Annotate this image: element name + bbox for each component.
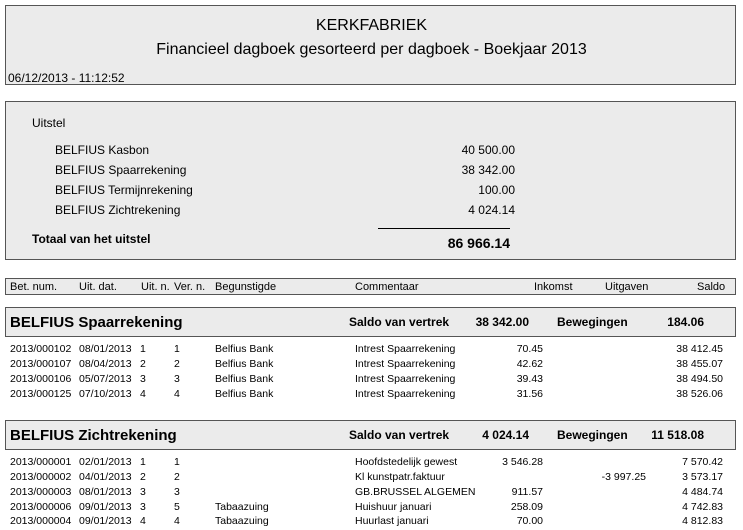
- cell-bet-num: 2013/000003: [10, 486, 72, 498]
- saldo-vertrek-label: Saldo van vertrek: [349, 428, 450, 442]
- report-title: KERKFABRIEK: [315, 17, 428, 34]
- group-header: [5, 420, 736, 450]
- cell-commentaar: GB.BRUSSEL ALGEMEN: [355, 486, 476, 498]
- cell-saldo: 4 484.74: [682, 486, 723, 498]
- uitstel-row: [55, 143, 515, 161]
- cell-begunstigde: Belfius Bank: [215, 358, 274, 370]
- uitstel-panel: [5, 101, 736, 260]
- cell-uit-n: 2: [140, 471, 146, 483]
- cell-saldo: 4 742.83: [682, 501, 723, 513]
- cell-uit-dat: 08/01/2013: [79, 343, 132, 355]
- table-row: [0, 373, 743, 388]
- group-name: BELFIUS Zichtrekening: [10, 427, 177, 444]
- cell-commentaar: Intrest Spaarrekening: [355, 373, 456, 385]
- total-divider: [378, 228, 510, 229]
- col-begunstigde: Begunstigde: [215, 281, 277, 293]
- cell-begunstigde: Tabaazuing: [215, 501, 269, 513]
- cell-uit-dat: 02/01/2013: [79, 456, 132, 468]
- col-saldo: Saldo: [697, 281, 726, 293]
- cell-inkomst: 39.43: [516, 373, 543, 385]
- cell-saldo: 38 412.45: [676, 343, 723, 355]
- uitstel-label: BELFIUS Spaarrekening: [55, 163, 187, 177]
- cell-inkomst: 70.45: [516, 343, 543, 355]
- cell-commentaar: Kl kunstpatr.faktuur: [355, 471, 445, 483]
- cell-uit-dat: 09/01/2013: [79, 515, 132, 527]
- cell-inkomst: 42.62: [516, 358, 543, 370]
- cell-inkomst: 258.09: [510, 501, 543, 513]
- cell-saldo: 7 570.42: [682, 456, 723, 468]
- col-commentaar: Commentaar: [355, 281, 419, 293]
- report-header: [5, 5, 736, 85]
- cell-bet-num: 2013/000107: [10, 358, 72, 370]
- cell-uit-dat: 08/04/2013: [79, 358, 132, 370]
- cell-ver-n: 2: [174, 358, 180, 370]
- cell-inkomst: 3 546.28: [502, 456, 543, 468]
- report-datetime: 06/12/2013 - 11:12:52: [8, 71, 125, 85]
- cell-saldo: 38 526.06: [676, 388, 723, 400]
- cell-bet-num: 2013/000106: [10, 373, 72, 385]
- col-ver-n: Ver. n.: [174, 281, 206, 293]
- cell-begunstigde: Tabaazuing: [215, 515, 269, 527]
- bewegingen-label: Bewegingen: [557, 315, 628, 329]
- uitstel-value: 4 024.14: [468, 203, 515, 217]
- uitstel-title: Uitstel: [32, 116, 66, 130]
- cell-begunstigde: Belfius Bank: [215, 388, 274, 400]
- cell-commentaar: Intrest Spaarrekening: [355, 343, 456, 355]
- table-row: [0, 515, 743, 530]
- group-name: BELFIUS Spaarrekening: [10, 314, 183, 331]
- cell-uit-n: 4: [140, 515, 146, 527]
- cell-ver-n: 4: [174, 388, 180, 400]
- cell-uitgaven: -3 997.25: [601, 471, 646, 483]
- cell-bet-num: 2013/000004: [10, 515, 72, 527]
- cell-ver-n: 5: [174, 501, 180, 513]
- cell-uit-n: 4: [140, 388, 146, 400]
- uitstel-value: 100.00: [478, 183, 515, 197]
- table-row: [0, 343, 743, 358]
- table-row: [0, 358, 743, 373]
- cell-inkomst: 70.00: [516, 515, 543, 527]
- bewegingen-value: 11 518.08: [651, 428, 704, 442]
- cell-saldo: 38 455.07: [676, 358, 723, 370]
- cell-ver-n: 3: [174, 373, 180, 385]
- col-inkomst: Inkomst: [534, 281, 573, 293]
- bewegingen-value: 184.06: [667, 315, 704, 329]
- cell-bet-num: 2013/000006: [10, 501, 72, 513]
- cell-commentaar: Huurlast januari: [355, 515, 429, 527]
- cell-begunstigde: Belfius Bank: [215, 343, 274, 355]
- cell-ver-n: 1: [174, 343, 180, 355]
- cell-uit-dat: 05/07/2013: [79, 373, 132, 385]
- saldo-vertrek-value: 38 342.00: [475, 315, 529, 329]
- cell-ver-n: 2: [174, 471, 180, 483]
- cell-ver-n: 1: [174, 456, 180, 468]
- uitstel-value: 38 342.00: [461, 163, 515, 177]
- cell-uit-dat: 07/10/2013: [79, 388, 132, 400]
- cell-uit-n: 3: [140, 501, 146, 513]
- col-uit-n: Uit. n.: [141, 281, 170, 293]
- bewegingen-label: Bewegingen: [557, 428, 628, 442]
- cell-begunstigde: Belfius Bank: [215, 373, 274, 385]
- uitstel-total-label: Totaal van het uitstel: [32, 232, 151, 246]
- cell-commentaar: Huishuur januari: [355, 501, 432, 513]
- cell-uit-n: 3: [140, 486, 146, 498]
- table-row: [0, 456, 743, 471]
- cell-uit-n: 2: [140, 358, 146, 370]
- cell-uit-n: 1: [140, 456, 146, 468]
- col-bet-num: Bet. num.: [10, 281, 58, 293]
- cell-commentaar: Intrest Spaarrekening: [355, 388, 456, 400]
- cell-ver-n: 4: [174, 515, 180, 527]
- cell-commentaar: Hoofdstedelijk gewest: [355, 456, 458, 468]
- cell-inkomst: 31.56: [516, 388, 543, 400]
- table-row: [0, 486, 743, 501]
- saldo-vertrek-value: 4 024.14: [482, 428, 529, 442]
- uitstel-value: 40 500.00: [461, 143, 515, 157]
- report-subtitle: Financieel dagboek gesorteerd per dagboek - Boekjaar 2013: [156, 41, 587, 58]
- cell-uit-dat: 09/01/2013: [79, 501, 132, 513]
- table-row: [0, 471, 743, 486]
- cell-uit-dat: 04/01/2013: [79, 471, 132, 483]
- cell-ver-n: 3: [174, 486, 180, 498]
- uitstel-row: [55, 183, 515, 201]
- cell-bet-num: 2013/000001: [10, 456, 72, 468]
- cell-bet-num: 2013/000125: [10, 388, 72, 400]
- uitstel-row: [55, 203, 515, 221]
- col-uitgaven: Uitgaven: [605, 281, 649, 293]
- cell-bet-num: 2013/000102: [10, 343, 72, 355]
- cell-commentaar: Intrest Spaarrekening: [355, 358, 456, 370]
- table-row: [0, 388, 743, 403]
- cell-saldo: 4 812.83: [682, 515, 723, 527]
- cell-saldo: 3 573.17: [682, 471, 723, 483]
- uitstel-label: BELFIUS Kasbon: [55, 143, 150, 157]
- group-header: [5, 307, 736, 337]
- table-row: [0, 501, 743, 516]
- cell-uit-n: 3: [140, 373, 146, 385]
- uitstel-total-value: 86 966.14: [447, 235, 510, 251]
- column-header-row: [5, 278, 736, 295]
- cell-uit-n: 1: [140, 343, 146, 355]
- col-uit-dat: Uit. dat.: [79, 281, 117, 293]
- cell-saldo: 38 494.50: [676, 373, 723, 385]
- uitstel-row: [55, 163, 515, 181]
- cell-uit-dat: 08/01/2013: [79, 486, 132, 498]
- saldo-vertrek-label: Saldo van vertrek: [349, 315, 450, 329]
- cell-bet-num: 2013/000002: [10, 471, 72, 483]
- cell-inkomst: 911.57: [511, 486, 543, 498]
- uitstel-label: BELFIUS Zichtrekening: [55, 203, 181, 217]
- uitstel-label: BELFIUS Termijnrekening: [55, 183, 193, 197]
